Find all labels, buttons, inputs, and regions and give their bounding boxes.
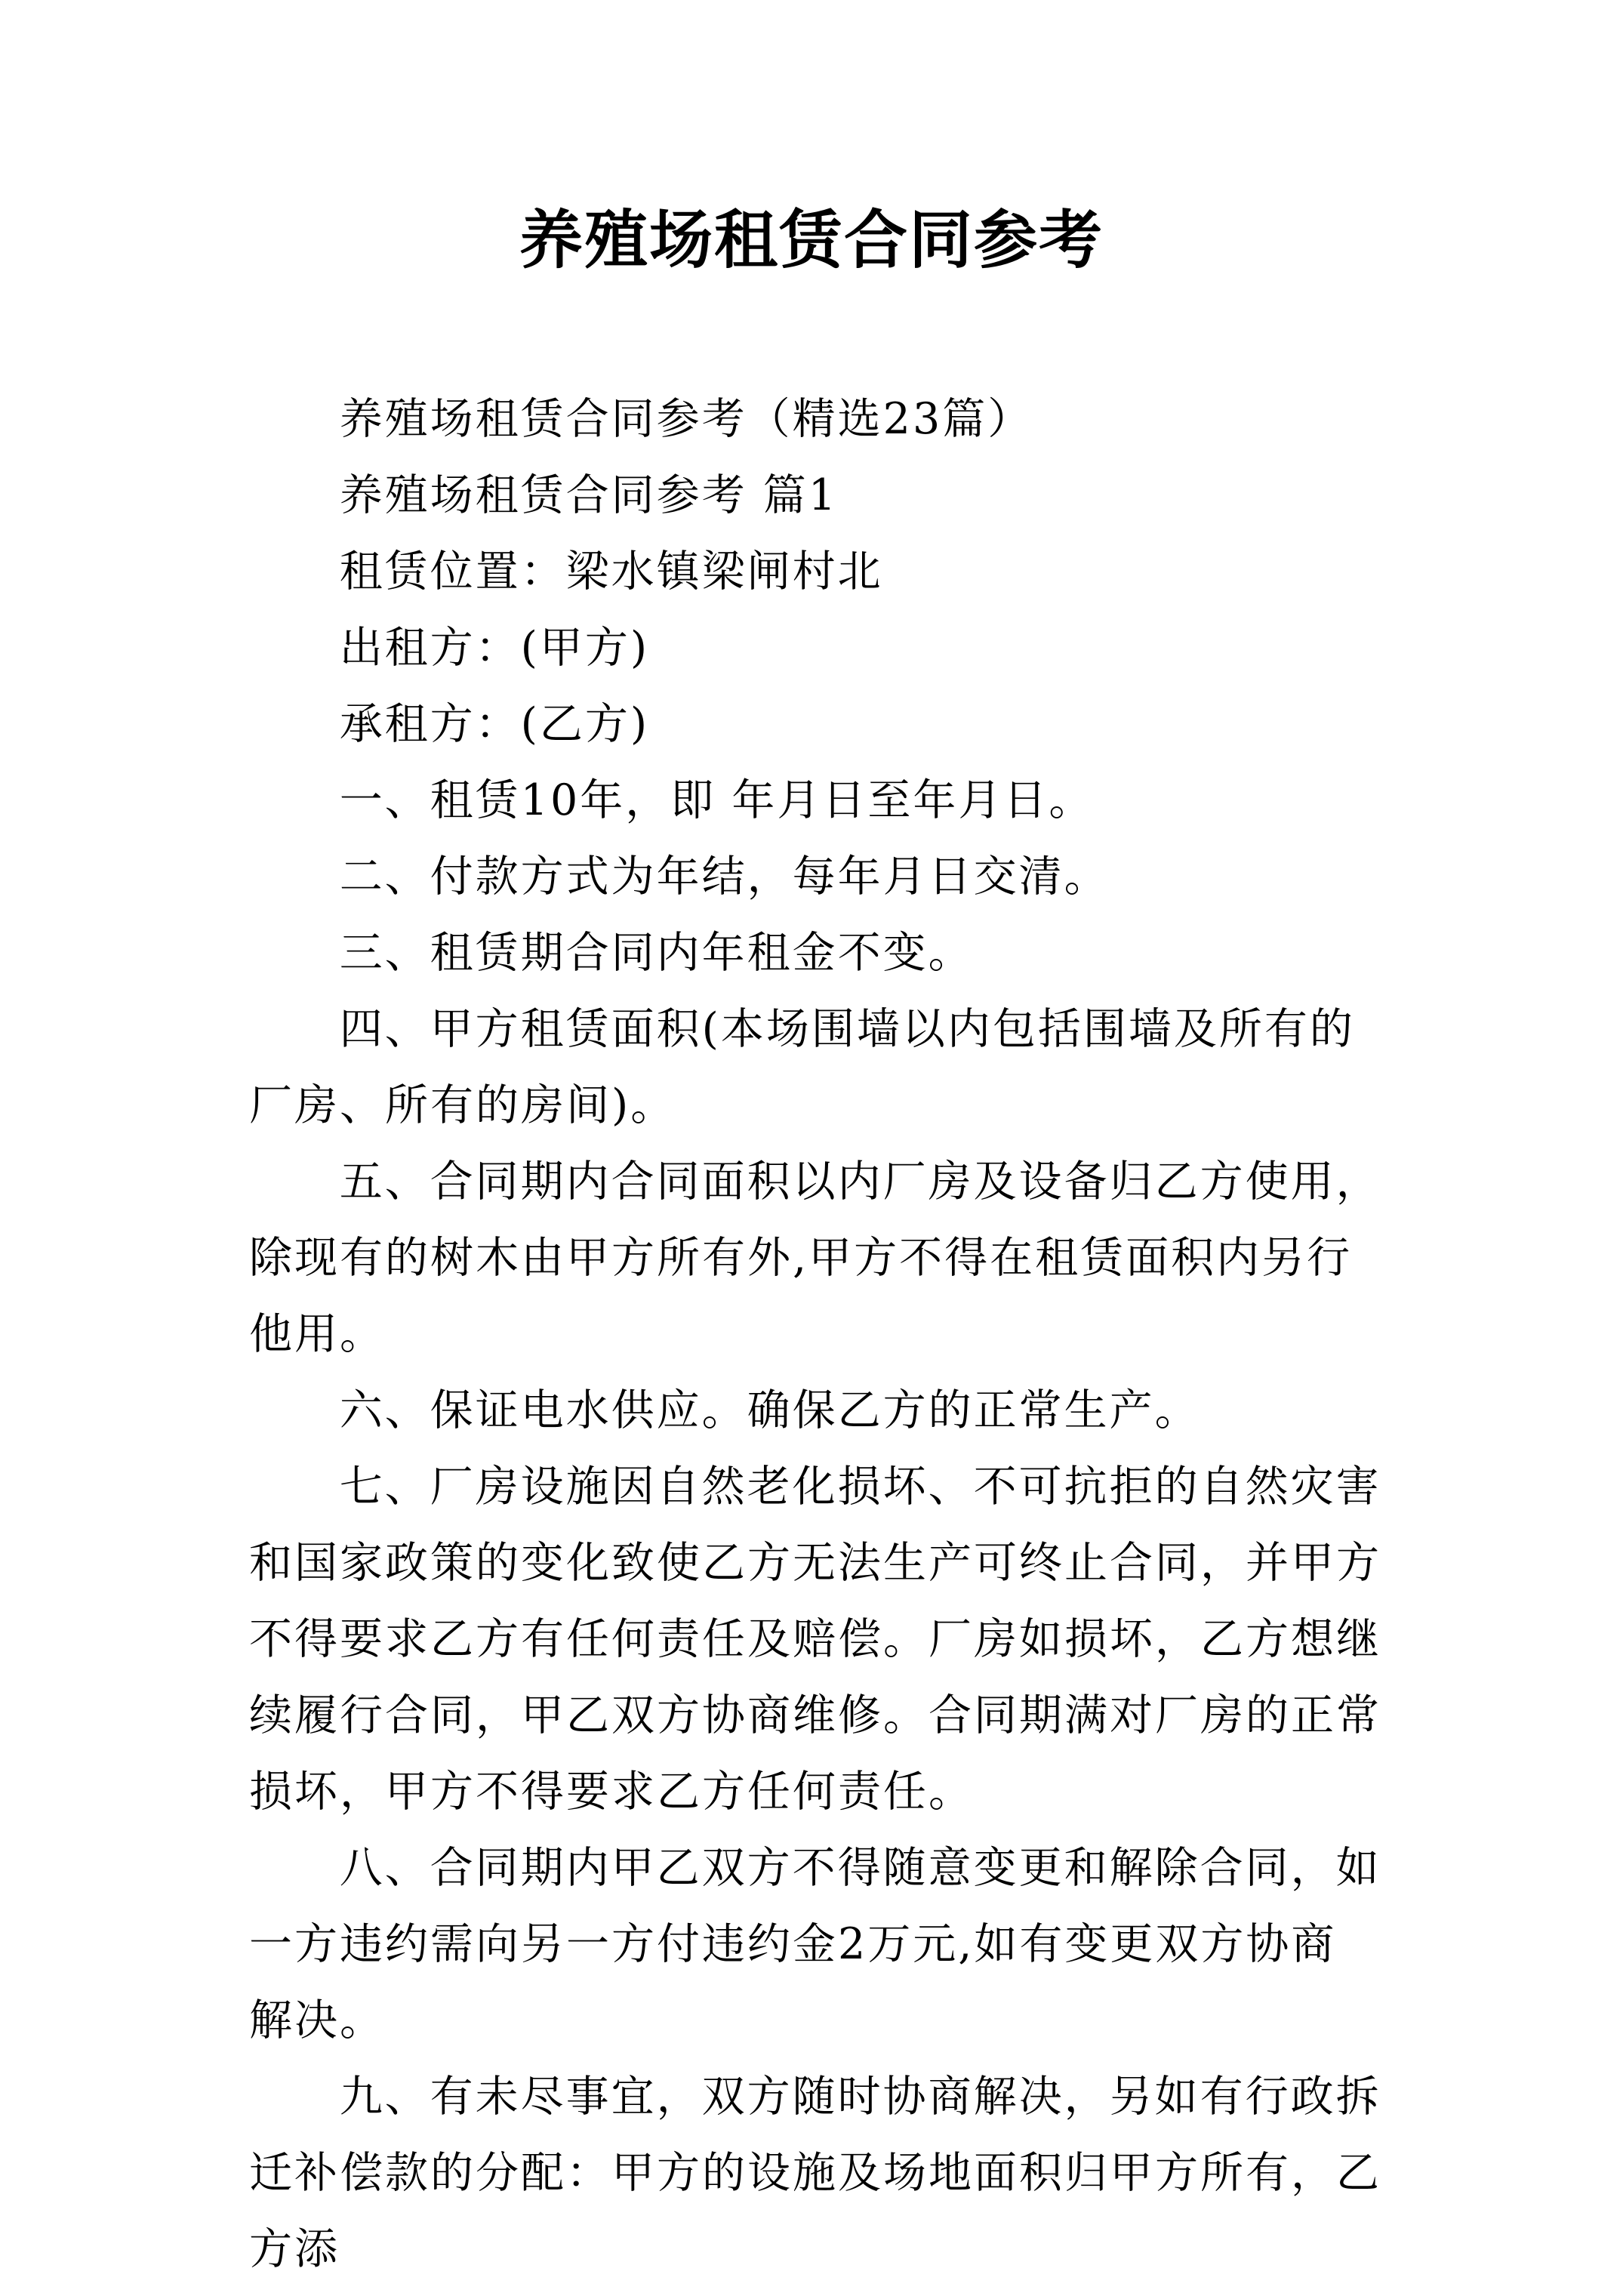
paragraph-clause-7: 七、厂房设施因自然老化损坏、不可抗拒的自然灾害和国家政策的变化致使乙方无法生产可终止合同，并甲方不得要求乙方有任何责任及赔偿。厂房如损坏，乙方想继续履行合同，甲乙双方协商维修。合同期满对厂房的正常损坏，甲方不得要求乙方任何责任。 [249, 1462, 1381, 1817]
paragraph-clause-5: 五、合同期内合同面积以内厂房及设备归乙方使用，除现有的树木由甲方所有外,甲方不得在租赁面积内另行他用。 [249, 1157, 1381, 1359]
paragraph-clause-6: 六、保证电水供应。确保乙方的正常生产。 [339, 1385, 1200, 1435]
paragraph-clause-9: 九、有未尽事宜，双方随时协商解决，另如有行政拆迁补偿款的分配：甲方的设施及场地面积归甲方所有，乙方添 [249, 2072, 1381, 2274]
paragraph-clause-4: 四、甲方租赁面积(本场围墙以内包括围墙及所有的厂房、所有的房间)。 [249, 1004, 1355, 1130]
paragraph-clause-1: 一、租赁10年，即 年月日至年月日。 [339, 775, 1095, 825]
paragraph-clause-3: 三、租赁期合同内年租金不变。 [339, 928, 974, 978]
paragraph-clause-2: 二、付款方式为年结，每年月日交清。 [339, 852, 1110, 901]
paragraph-lease-location: 租赁位置：梁水镇梁闸村北 [339, 547, 883, 596]
paragraph-clause-8: 八、合同期内甲乙双方不得随意变更和解除合同，如一方违约需向另一方付违约金2万元,如有变更双方协商解决。 [249, 1843, 1381, 2045]
paragraph-intro-title: 养殖场租赁合同参考（精选23篇） [339, 394, 1033, 444]
paragraph-lessor: 出租方：(甲方) [339, 623, 650, 673]
document-body [249, 381, 1381, 2288]
document-title: 养殖场租赁合同参考 [519, 202, 1104, 277]
paragraph-lessee: 承租方：(乙方) [339, 699, 650, 749]
paragraph-section-heading: 养殖场租赁合同参考 篇1 [339, 470, 839, 520]
